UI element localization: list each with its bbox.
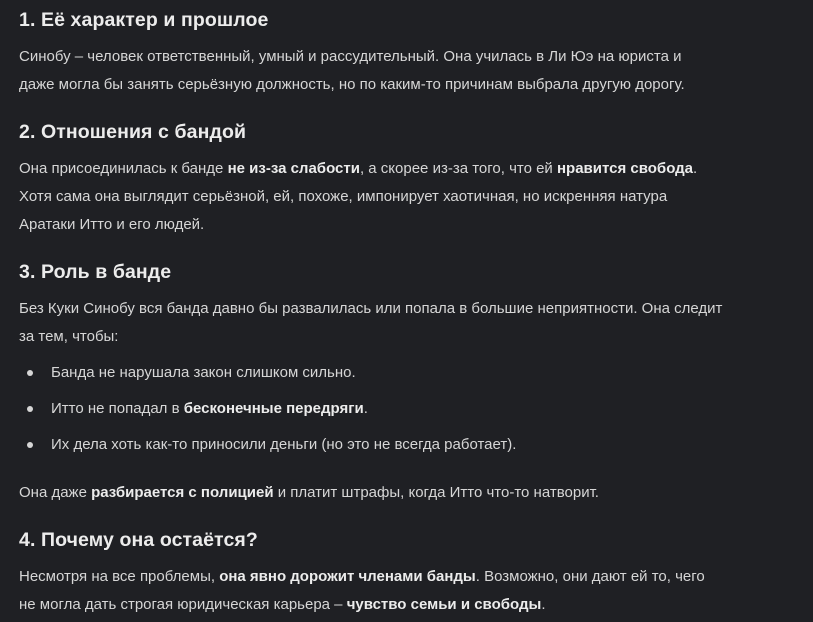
text-fragment: . Возможно, они дают ей то, чего [475, 568, 705, 585]
list-item-text: Банда не нарушала закон слишком сильно. [51, 364, 356, 381]
text-fragment: Она даже [19, 484, 92, 501]
text-fragment: Несмотря на все проблемы, [19, 568, 220, 585]
section-heading-why-stays: 4. Почему она остаётся? [19, 529, 258, 551]
paragraph-line: Хотя сама она выглядит серьёзной, ей, похоже, импонирует хаотичная, но искренняя натура [19, 188, 668, 205]
list-item-text: Их дела хоть как-то приносили деньги (но это не всегда работает). [51, 436, 517, 453]
bold-text: она явно дорожит членами банды [219, 568, 476, 585]
paragraph-line: даже могла бы занять серьёзную должность, но по каким-то причинам выбрала другую дорогу. [19, 76, 685, 93]
section-heading-character: 1. Её характер и прошлое [19, 9, 269, 31]
text-fragment: Она присоединилась к банде [19, 160, 228, 177]
section-paragraph-gang-relations [19, 155, 779, 239]
text-fragment: , а скорее из-за того, что ей [359, 160, 557, 177]
section-paragraph-why-stays [19, 563, 779, 619]
bullet-dot-icon [27, 370, 33, 376]
bullet-list [19, 361, 779, 469]
paragraph-line: за тем, чтобы: [19, 328, 119, 345]
bullet-dot-icon [27, 406, 33, 412]
list-item [19, 397, 779, 433]
list-item [19, 361, 779, 397]
bold-text: разбирается с полицией [91, 484, 274, 501]
list-item-text: Итто не попадал в [51, 400, 184, 417]
bold-text: бесконечные передряги [183, 400, 364, 417]
section-heading-gang-relations: 2. Отношения с бандой [19, 121, 247, 143]
paragraph-line: Без Куки Синобу вся банда давно бы развалилась или попала в большие неприятности. Она следит [19, 300, 723, 317]
section-heading-gang-role: 3. Роль в банде [19, 261, 172, 283]
bold-text: чувство семьи и свободы [346, 596, 542, 613]
paragraph-line: Аратаки Итто и его людей. [19, 216, 205, 233]
bullet-dot-icon [27, 442, 33, 448]
text-fragment: . [693, 160, 698, 177]
section-paragraph-character [19, 43, 779, 99]
bold-text: нравится свобода [556, 160, 694, 177]
text-fragment: . [541, 596, 546, 613]
section-paragraph-gang-role [19, 295, 779, 351]
text-fragment: и платит штрафы, когда Итто что-то натворит. [273, 484, 599, 501]
text-fragment: не могла дать строгая юридическая карьера – [19, 596, 347, 613]
list-item-text: . [363, 400, 368, 417]
paragraph-line: Синобу – человек ответственный, умный и рассудительный. Она училась в Ли Юэ на юриста и [19, 48, 682, 65]
section-paragraph-police [19, 479, 779, 507]
bold-text: не из-за слабости [227, 160, 360, 177]
list-item [19, 433, 779, 469]
